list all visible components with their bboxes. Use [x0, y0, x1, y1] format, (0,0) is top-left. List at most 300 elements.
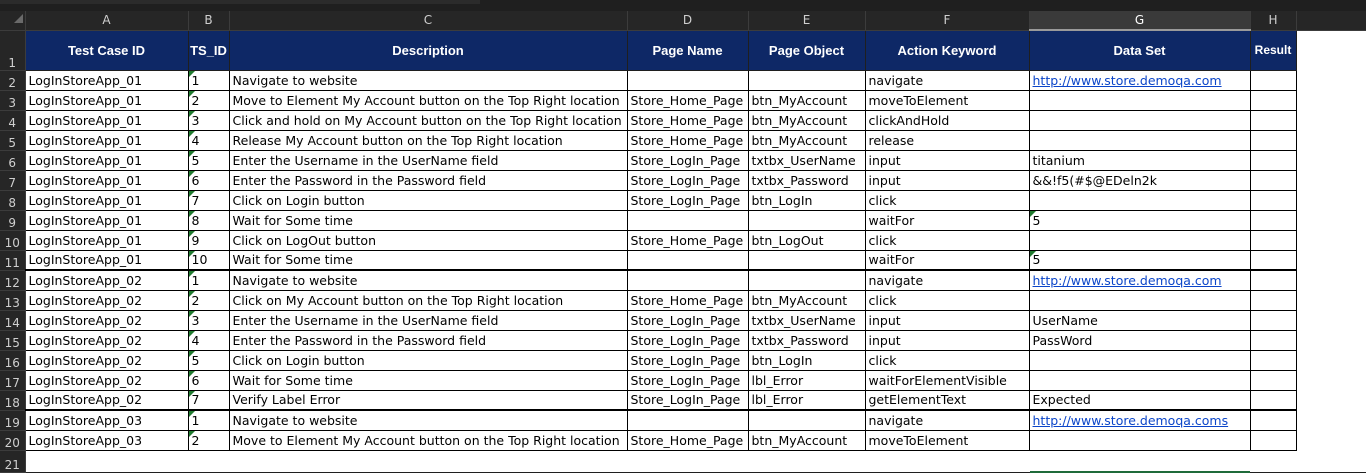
- cell-ts-id-text: 2: [191, 432, 200, 448]
- number-stored-as-text-indicator[interactable]: [189, 71, 195, 77]
- row-number[interactable]: 19: [0, 410, 25, 430]
- empty-cell[interactable]: [1296, 270, 1366, 290]
- cell-description-text: Click on Login button: [232, 192, 365, 208]
- header-action-keyword[interactable]: Action Keyword: [865, 30, 1029, 70]
- empty-cell[interactable]: [1296, 90, 1366, 110]
- row-number[interactable]: 7: [0, 170, 25, 190]
- number-stored-as-text-indicator[interactable]: [189, 331, 195, 337]
- number-stored-as-text-indicator[interactable]: [189, 311, 195, 317]
- cell-page-name-text: Store_LogIn_Page: [630, 192, 741, 208]
- table-row: [0, 70, 1366, 90]
- row-number[interactable]: 6: [0, 150, 25, 170]
- cell-description[interactable]: [229, 70, 627, 90]
- number-stored-as-text-indicator[interactable]: [189, 91, 195, 97]
- header-description[interactable]: Description: [229, 30, 627, 70]
- cell-description[interactable]: [229, 430, 627, 450]
- cell-description[interactable]: [229, 370, 627, 390]
- cell-page-name[interactable]: [627, 390, 748, 410]
- cell-page-object[interactable]: [748, 250, 865, 270]
- cell-result[interactable]: [1250, 90, 1296, 110]
- cell-action-keyword-text: getElementText: [868, 392, 967, 407]
- cell-result[interactable]: [1250, 310, 1296, 330]
- cell-ts-id[interactable]: [188, 130, 229, 150]
- cell-result[interactable]: [1250, 270, 1296, 290]
- cell-description[interactable]: [229, 170, 627, 190]
- cell-description-text: Wait for Some time: [232, 212, 353, 228]
- cell-ts-id-text: 10: [191, 252, 208, 267]
- number-stored-as-text-indicator[interactable]: [189, 271, 195, 277]
- row-number[interactable]: 4: [0, 110, 25, 130]
- empty-cell[interactable]: [1296, 430, 1366, 450]
- row-number[interactable]: 8: [0, 190, 25, 210]
- cell-action-keyword[interactable]: [865, 290, 1029, 310]
- empty-cell[interactable]: [229, 450, 627, 472]
- cell-page-name[interactable]: [627, 210, 748, 230]
- cell-ts-id[interactable]: [188, 270, 229, 290]
- cell-page-object[interactable]: [748, 170, 865, 190]
- empty-cell[interactable]: [25, 450, 188, 472]
- row-number[interactable]: 9: [0, 210, 25, 230]
- cell-page-name[interactable]: [627, 130, 748, 150]
- cell-page-name[interactable]: [627, 350, 748, 370]
- cell-data-set[interactable]: [1029, 90, 1250, 110]
- cell-result[interactable]: [1250, 330, 1296, 350]
- number-stored-as-text-indicator[interactable]: [189, 131, 195, 137]
- cell-test-case-id[interactable]: [25, 130, 188, 150]
- cell-data-set-text: titanium: [1032, 152, 1085, 168]
- cell-test-case-id[interactable]: [25, 190, 188, 210]
- cell-page-name[interactable]: [627, 170, 748, 190]
- cell-data-set-text: http://www.store.demoqa.com: [1032, 72, 1222, 88]
- row-number[interactable]: 12: [0, 270, 25, 290]
- cell-data-set[interactable]: [1029, 430, 1250, 450]
- column-header-c[interactable]: C: [229, 11, 627, 30]
- cell-action-keyword[interactable]: [865, 90, 1029, 110]
- cell-description[interactable]: [229, 390, 627, 410]
- empty-cell[interactable]: [1296, 130, 1366, 150]
- cell-action-keyword-text: release: [868, 132, 915, 148]
- cell-description-text: Click on My Account button on the Top Right location: [232, 292, 564, 308]
- cell-description[interactable]: [229, 270, 627, 290]
- cell-ts-id-text: 3: [191, 312, 200, 328]
- cell-description[interactable]: [229, 110, 627, 130]
- empty-cell[interactable]: [1029, 450, 1250, 472]
- cell-page-object-text: btn_MyAccount: [751, 132, 848, 148]
- table-row: [0, 170, 1366, 190]
- cell-action-keyword[interactable]: [865, 390, 1029, 410]
- cell-test-case-id[interactable]: [25, 250, 188, 270]
- cell-test-case-id[interactable]: [25, 170, 188, 190]
- cell-page-name-text: Store_LogIn_Page: [630, 152, 741, 168]
- empty-cell[interactable]: [1296, 290, 1366, 310]
- cell-result[interactable]: [1250, 150, 1296, 170]
- number-stored-as-text-indicator[interactable]: [189, 111, 195, 117]
- cell-action-keyword-text: clickAndHold: [868, 112, 950, 128]
- header-ts-id[interactable]: TS_ID: [188, 30, 229, 70]
- cell-action-keyword-text: waitFor: [868, 252, 915, 267]
- empty-cell[interactable]: [627, 450, 748, 472]
- cell-page-name-text: Store_LogIn_Page: [630, 392, 741, 407]
- empty-cell[interactable]: [1296, 70, 1366, 90]
- cell-action-keyword[interactable]: [865, 370, 1029, 390]
- cell-test-case-id-text: LogInStoreApp_01: [28, 172, 143, 188]
- table-row: [0, 350, 1366, 370]
- column-header-d[interactable]: D: [627, 11, 748, 30]
- cell-test-case-id[interactable]: [25, 310, 188, 330]
- cell-page-object-text: lbl_Error: [751, 372, 804, 388]
- cell-action-keyword[interactable]: [865, 210, 1029, 230]
- cell-action-keyword-text: waitForElementVisible: [868, 372, 1007, 388]
- cell-page-name[interactable]: [627, 310, 748, 330]
- row-number[interactable]: 18: [0, 390, 25, 410]
- cell-page-object[interactable]: [748, 230, 865, 250]
- cell-result[interactable]: [1250, 210, 1296, 230]
- cell-page-name[interactable]: [627, 190, 748, 210]
- cell-page-object[interactable]: [748, 390, 865, 410]
- cell-data-set[interactable]: [1029, 350, 1250, 370]
- column-header-g[interactable]: G: [1029, 11, 1250, 30]
- cell-description[interactable]: [229, 310, 627, 330]
- cell-action-keyword[interactable]: [865, 330, 1029, 350]
- cell-page-name-text: Store_LogIn_Page: [630, 332, 741, 348]
- cell-ts-id-text: 1: [191, 272, 200, 288]
- cell-result[interactable]: [1250, 110, 1296, 130]
- cell-data-set-text: &&!f5(#$@EDeln2k: [1032, 172, 1157, 188]
- empty-cell[interactable]: [748, 450, 865, 472]
- cell-ts-id-text: 8: [191, 212, 200, 228]
- cell-ts-id[interactable]: [188, 230, 229, 250]
- row-number[interactable]: 16: [0, 350, 25, 370]
- column-header-blank: [1296, 11, 1366, 30]
- cell-test-case-id-text: LogInStoreApp_01: [28, 72, 143, 88]
- cell-action-keyword[interactable]: [865, 130, 1029, 150]
- header-page-name[interactable]: Page Name: [627, 30, 748, 70]
- row-number[interactable]: 13: [0, 290, 25, 310]
- row-number[interactable]: 10: [0, 230, 25, 250]
- cell-test-case-id[interactable]: [25, 290, 188, 310]
- column-header-b[interactable]: B: [188, 11, 229, 30]
- number-stored-as-text-indicator[interactable]: [189, 291, 195, 297]
- cell-page-name[interactable]: [627, 150, 748, 170]
- cell-action-keyword[interactable]: [865, 150, 1029, 170]
- cell-page-object[interactable]: [748, 130, 865, 150]
- column-header-h[interactable]: H: [1250, 11, 1296, 30]
- cell-action-keyword-text: navigate: [868, 412, 924, 428]
- cell-test-case-id[interactable]: [25, 390, 188, 410]
- cell-data-set[interactable]: [1029, 150, 1250, 170]
- empty-cell[interactable]: [1296, 410, 1366, 430]
- cell-test-case-id[interactable]: [25, 430, 188, 450]
- cell-description[interactable]: [229, 230, 627, 250]
- cell-result[interactable]: [1250, 250, 1296, 270]
- cell-ts-id[interactable]: [188, 250, 229, 270]
- cell-page-object[interactable]: [748, 90, 865, 110]
- column-header-a[interactable]: A: [25, 11, 188, 30]
- cell-description[interactable]: [229, 250, 627, 270]
- cell-description[interactable]: [229, 290, 627, 310]
- cell-description[interactable]: [229, 150, 627, 170]
- cell-data-set[interactable]: [1029, 270, 1250, 290]
- cell-data-set[interactable]: [1029, 250, 1250, 270]
- row-number[interactable]: 5: [0, 130, 25, 150]
- cell-result[interactable]: [1250, 230, 1296, 250]
- cell-ts-id[interactable]: [188, 170, 229, 190]
- cell-test-case-id[interactable]: [25, 150, 188, 170]
- cell-page-object[interactable]: [748, 310, 865, 330]
- cell-result[interactable]: [1250, 430, 1296, 450]
- number-stored-as-text-indicator[interactable]: [189, 211, 195, 217]
- cell-description[interactable]: [229, 130, 627, 150]
- cell-page-object[interactable]: [748, 110, 865, 130]
- cell-page-object[interactable]: [748, 190, 865, 210]
- cell-data-set[interactable]: [1029, 390, 1250, 410]
- cell-data-set[interactable]: [1029, 310, 1250, 330]
- cell-page-name[interactable]: [627, 270, 748, 290]
- cell-page-name[interactable]: [627, 410, 748, 430]
- row-number[interactable]: 15: [0, 330, 25, 350]
- number-stored-as-text-indicator[interactable]: [189, 391, 195, 397]
- cell-test-case-id[interactable]: [25, 350, 188, 370]
- cell-result[interactable]: [1250, 70, 1296, 90]
- table-row: [0, 370, 1366, 390]
- cell-data-set[interactable]: [1029, 210, 1250, 230]
- cell-result[interactable]: [1250, 170, 1296, 190]
- cell-action-keyword[interactable]: [865, 410, 1029, 430]
- cell-page-name[interactable]: [627, 430, 748, 450]
- cell-ts-id[interactable]: [188, 310, 229, 330]
- cell-page-name-text: Store_Home_Page: [630, 432, 744, 448]
- empty-cell[interactable]: [1296, 350, 1366, 370]
- cell-page-object-text: btn_MyAccount: [751, 432, 848, 448]
- empty-cell[interactable]: [1296, 190, 1366, 210]
- cell-page-object[interactable]: [748, 150, 865, 170]
- header-test-case-id[interactable]: Test Case ID: [25, 30, 188, 70]
- cell-description-text: Click on Login button: [232, 352, 365, 368]
- cell-description-text: Click and hold on My Account button on the Top Right location: [232, 112, 622, 128]
- number-stored-as-text-indicator[interactable]: [189, 371, 195, 377]
- cell-data-set[interactable]: [1029, 370, 1250, 390]
- cell-page-object-text: btn_MyAccount: [751, 92, 848, 108]
- cell-result[interactable]: [1250, 390, 1296, 410]
- row-number[interactable]: 17: [0, 370, 25, 390]
- row-number[interactable]: 3: [0, 90, 25, 110]
- cell-page-object-text: txtbx_Password: [751, 172, 849, 188]
- cell-action-keyword[interactable]: [865, 350, 1029, 370]
- cell-result[interactable]: [1250, 190, 1296, 210]
- cell-data-set[interactable]: [1029, 130, 1250, 150]
- cell-action-keyword[interactable]: [865, 430, 1029, 450]
- cell-description-text: Verify Label Error: [232, 392, 341, 407]
- number-stored-as-text-indicator[interactable]: [189, 231, 195, 237]
- empty-cell[interactable]: [865, 450, 1029, 472]
- number-stored-as-text-indicator[interactable]: [189, 351, 195, 357]
- cell-result[interactable]: [1250, 410, 1296, 430]
- empty-cell[interactable]: [1296, 210, 1366, 230]
- cell-test-case-id-text: LogInStoreApp_01: [28, 152, 143, 168]
- cell-page-object[interactable]: [748, 210, 865, 230]
- cell-test-case-id[interactable]: [25, 370, 188, 390]
- table-row: [0, 230, 1366, 250]
- header-data-set[interactable]: Data Set: [1029, 30, 1250, 70]
- cell-description[interactable]: [229, 330, 627, 350]
- header-page-object[interactable]: Page Object: [748, 30, 865, 70]
- cell-description[interactable]: [229, 350, 627, 370]
- number-stored-as-text-indicator[interactable]: [189, 171, 195, 177]
- empty-cell[interactable]: [1296, 450, 1366, 472]
- cell-test-case-id-text: LogInStoreApp_02: [28, 272, 143, 288]
- empty-cell[interactable]: [1296, 30, 1366, 70]
- cell-ts-id-text: 4: [191, 332, 200, 348]
- cell-result[interactable]: [1250, 350, 1296, 370]
- row-number[interactable]: 14: [0, 310, 25, 330]
- cell-ts-id[interactable]: [188, 350, 229, 370]
- cell-ts-id[interactable]: [188, 110, 229, 130]
- cell-action-keyword[interactable]: [865, 190, 1029, 210]
- cell-result[interactable]: [1250, 130, 1296, 150]
- cell-test-case-id[interactable]: [25, 110, 188, 130]
- column-header-e[interactable]: E: [748, 11, 865, 30]
- cell-ts-id-text: 2: [191, 292, 200, 308]
- cell-page-object[interactable]: [748, 330, 865, 350]
- empty-cell[interactable]: [1296, 150, 1366, 170]
- cell-ts-id[interactable]: [188, 410, 229, 430]
- column-header-f[interactable]: F: [865, 11, 1029, 30]
- cell-test-case-id[interactable]: [25, 270, 188, 290]
- cell-page-name[interactable]: [627, 250, 748, 270]
- empty-cell[interactable]: [1296, 170, 1366, 190]
- cell-test-case-id[interactable]: [25, 90, 188, 110]
- cell-page-object-text: btn_LogIn: [751, 352, 813, 368]
- cell-ts-id-text: 7: [191, 192, 200, 208]
- cell-page-name[interactable]: [627, 330, 748, 350]
- cell-data-set[interactable]: [1029, 110, 1250, 130]
- cell-page-object[interactable]: [748, 430, 865, 450]
- table-row: [0, 210, 1366, 230]
- empty-cell[interactable]: [1250, 450, 1296, 472]
- select-all-corner[interactable]: [0, 11, 25, 30]
- cell-page-name-text: Store_LogIn_Page: [630, 172, 741, 188]
- cell-test-case-id[interactable]: [25, 330, 188, 350]
- number-stored-as-text-indicator[interactable]: [189, 151, 195, 157]
- cell-ts-id[interactable]: [188, 210, 229, 230]
- row-number[interactable]: 20: [0, 430, 25, 450]
- cell-data-set[interactable]: [1029, 190, 1250, 210]
- cell-action-keyword[interactable]: [865, 110, 1029, 130]
- cell-page-object[interactable]: [748, 350, 865, 370]
- number-stored-as-text-indicator[interactable]: [189, 431, 195, 437]
- cell-page-object[interactable]: [748, 370, 865, 390]
- cell-data-set[interactable]: [1029, 410, 1250, 430]
- cell-ts-id[interactable]: [188, 430, 229, 450]
- cell-page-object[interactable]: [748, 290, 865, 310]
- header-result[interactable]: Result: [1250, 30, 1296, 70]
- row-number[interactable]: 11: [0, 250, 25, 270]
- cell-ts-id-text: 2: [191, 92, 200, 108]
- cell-ts-id[interactable]: [188, 370, 229, 390]
- cell-page-name[interactable]: [627, 110, 748, 130]
- cell-page-name[interactable]: [627, 230, 748, 250]
- row-number[interactable]: 2: [0, 70, 25, 90]
- cell-data-set[interactable]: [1029, 70, 1250, 90]
- empty-cell[interactable]: [1296, 250, 1366, 270]
- cell-result[interactable]: [1250, 370, 1296, 390]
- empty-cell[interactable]: [1296, 330, 1366, 350]
- cell-data-set[interactable]: [1029, 290, 1250, 310]
- cell-action-keyword[interactable]: [865, 270, 1029, 290]
- table-row: [0, 110, 1366, 130]
- cell-action-keyword-text: navigate: [868, 72, 924, 88]
- cell-action-keyword-text: waitFor: [868, 212, 915, 228]
- cell-data-set[interactable]: [1029, 170, 1250, 190]
- cell-page-object-text: btn_LogOut: [751, 232, 824, 248]
- empty-cell[interactable]: [1296, 230, 1366, 250]
- cell-action-keyword[interactable]: [865, 310, 1029, 330]
- cell-action-keyword[interactable]: [865, 170, 1029, 190]
- cell-ts-id[interactable]: [188, 390, 229, 410]
- cell-result[interactable]: [1250, 290, 1296, 310]
- number-stored-as-text-indicator[interactable]: [189, 251, 195, 257]
- empty-cell[interactable]: [1296, 310, 1366, 330]
- cell-action-keyword[interactable]: [865, 250, 1029, 270]
- cell-test-case-id[interactable]: [25, 210, 188, 230]
- cell-ts-id[interactable]: [188, 190, 229, 210]
- cell-data-set-text: 5: [1032, 252, 1041, 267]
- cell-ts-id[interactable]: [188, 150, 229, 170]
- cell-data-set[interactable]: [1029, 330, 1250, 350]
- number-stored-as-text-indicator[interactable]: [189, 411, 195, 417]
- cell-ts-id[interactable]: [188, 330, 229, 350]
- cell-ts-id[interactable]: [188, 90, 229, 110]
- cell-data-set[interactable]: [1029, 230, 1250, 250]
- row-number[interactable]: 21: [0, 450, 25, 472]
- cell-test-case-id-text: LogInStoreApp_03: [28, 412, 143, 428]
- cell-page-object[interactable]: [748, 270, 865, 290]
- empty-cell[interactable]: [188, 450, 229, 472]
- cell-ts-id[interactable]: [188, 290, 229, 310]
- cell-page-name[interactable]: [627, 90, 748, 110]
- cell-description[interactable]: [229, 410, 627, 430]
- number-stored-as-text-indicator[interactable]: [189, 191, 195, 197]
- cell-description-text: Enter the Username in the UserName field: [232, 152, 499, 168]
- cell-test-case-id[interactable]: [25, 230, 188, 250]
- cell-page-name-text: Store_LogIn_Page: [630, 372, 741, 388]
- cell-page-name[interactable]: [627, 290, 748, 310]
- cell-description[interactable]: [229, 90, 627, 110]
- cell-page-object[interactable]: [748, 70, 865, 90]
- row-number[interactable]: 1: [0, 30, 25, 70]
- empty-cell[interactable]: [1296, 370, 1366, 390]
- cell-page-name[interactable]: [627, 370, 748, 390]
- cell-page-object[interactable]: [748, 410, 865, 430]
- cell-action-keyword[interactable]: [865, 230, 1029, 250]
- cell-description[interactable]: [229, 210, 627, 230]
- number-stored-as-text-indicator[interactable]: [1030, 211, 1036, 217]
- cell-description-text: Navigate to website: [232, 412, 358, 428]
- empty-cell[interactable]: [1296, 110, 1366, 130]
- cell-page-name-text: Store_Home_Page: [630, 232, 744, 248]
- cell-ts-id[interactable]: [188, 70, 229, 90]
- empty-cell[interactable]: [1296, 390, 1366, 410]
- cell-page-name[interactable]: [627, 70, 748, 90]
- cell-page-name-text: Store_Home_Page: [630, 92, 744, 108]
- cell-test-case-id-text: LogInStoreApp_01: [28, 252, 143, 267]
- cell-test-case-id[interactable]: [25, 70, 188, 90]
- cell-action-keyword[interactable]: [865, 70, 1029, 90]
- number-stored-as-text-indicator[interactable]: [1030, 251, 1036, 257]
- cell-test-case-id[interactable]: [25, 410, 188, 430]
- table-row: [0, 290, 1366, 310]
- cell-description[interactable]: [229, 190, 627, 210]
